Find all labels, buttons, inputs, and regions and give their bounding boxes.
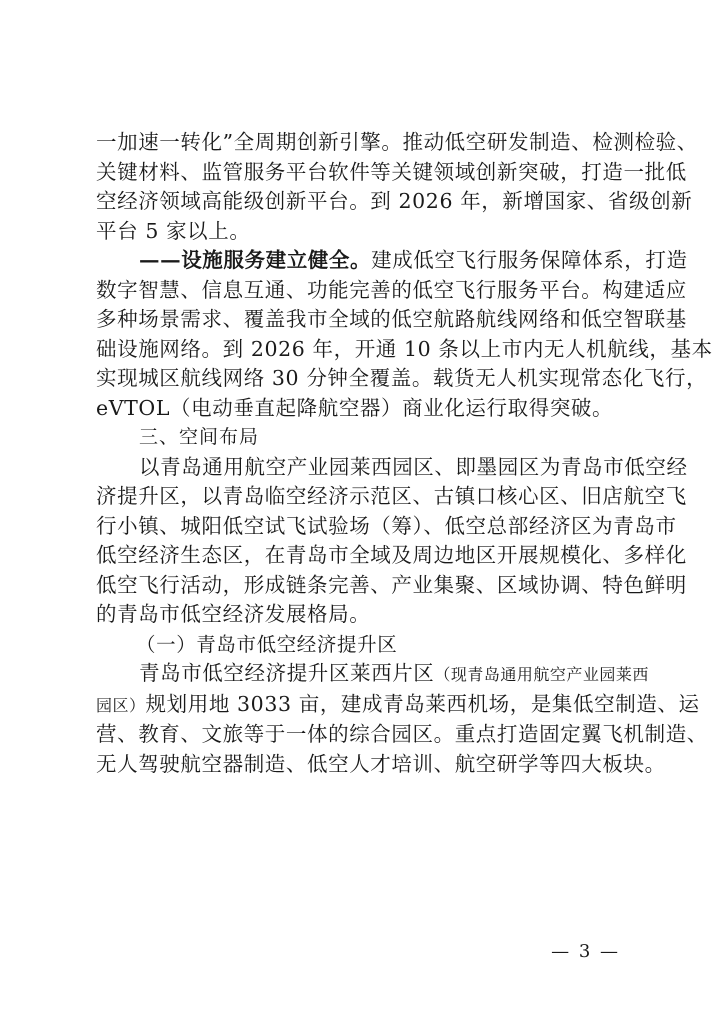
text-line: 实现城区航线网络 30 分钟全覆盖。载货无人机实现常态化飞行， xyxy=(96,366,708,390)
text-line: 无人驾驶航空器制造、低空人才培训、航空研学等四大板块。 xyxy=(96,751,666,776)
paragraph-laixi-zone xyxy=(96,659,708,779)
text-line: 一加速一转化”全周期创新引擎。推动低空研发制造、检测检验、 xyxy=(96,130,698,154)
text-line: 济提升区，以青岛临空经济示范区、古镇口核心区、旧店航空飞 xyxy=(96,484,687,508)
text-line: 低空飞行活动，形成链条完善、产业集聚、区域协调、特色鲜明 xyxy=(96,572,687,597)
paragraph-facilities-services xyxy=(96,246,713,423)
section-heading-spatial-layout: 三、空间布局 xyxy=(139,426,260,448)
text-line: 的青岛市低空经济发展格局。 xyxy=(96,602,371,626)
text-line xyxy=(96,690,700,721)
text-line: 低空经济生态区，在青岛市全域及周边地区开展规模化、多样化 xyxy=(96,543,687,567)
text-line: 数字智慧、信息互通、功能完善的低空飞行服务平台。构建适应 xyxy=(96,277,687,302)
text-fragment: 青岛市低空经济提升区莱西片区 xyxy=(139,661,435,685)
paragraph-spatial-layout xyxy=(96,453,688,630)
text-line: 平台 5 家以上。 xyxy=(96,218,251,243)
document-body xyxy=(96,128,713,779)
text-fragment: 规划用地 3033 亩，建成青岛莱西机场，是集低空制造、运 xyxy=(145,691,700,716)
text-fragment: 建成低空飞行服务保障体系，打造 xyxy=(371,248,688,272)
text-line: 营、教育、文旅等于一体的综合园区。重点打造固定翼飞机制造、 xyxy=(96,722,708,746)
text-line: 以青岛通用航空产业园莱西园区、即墨园区为青岛市低空经 xyxy=(139,454,688,479)
bold-lead-phrase: ——设施服务建立健全。 xyxy=(139,248,372,272)
text-line: 础设施网络。到 2026 年，开通 10 条以上市内无人机航线，基本 xyxy=(96,336,713,361)
text-line xyxy=(96,246,688,276)
text-line: 行小镇、城阳低空试飞试验场（筹）、低空总部经济区为青岛市 xyxy=(96,513,677,538)
paragraph-innovation-platforms xyxy=(96,128,698,246)
text-line xyxy=(96,659,649,690)
small-text-fragment: 园区） xyxy=(96,695,146,715)
small-text-fragment: （现青岛通用航空产业园莱西 xyxy=(434,665,649,684)
page-number: — 3 — xyxy=(551,941,620,962)
text-line: eVTOL（电动垂直起降航空器）商业化运行取得突破。 xyxy=(96,395,614,420)
text-line: 关键材料、监管服务平台软件等关键领域创新突破，打造一批低 xyxy=(96,159,687,184)
subsection-heading-upgrade-zone: （一）青岛市低空经济提升区 xyxy=(136,632,398,656)
text-line: 空经济领域高能级创新平台。到 2026 年，新增国家、省级创新 xyxy=(96,189,693,213)
text-line: 多种场景需求、覆盖我市全域的低空航路航线网络和低空智联基 xyxy=(96,307,687,331)
